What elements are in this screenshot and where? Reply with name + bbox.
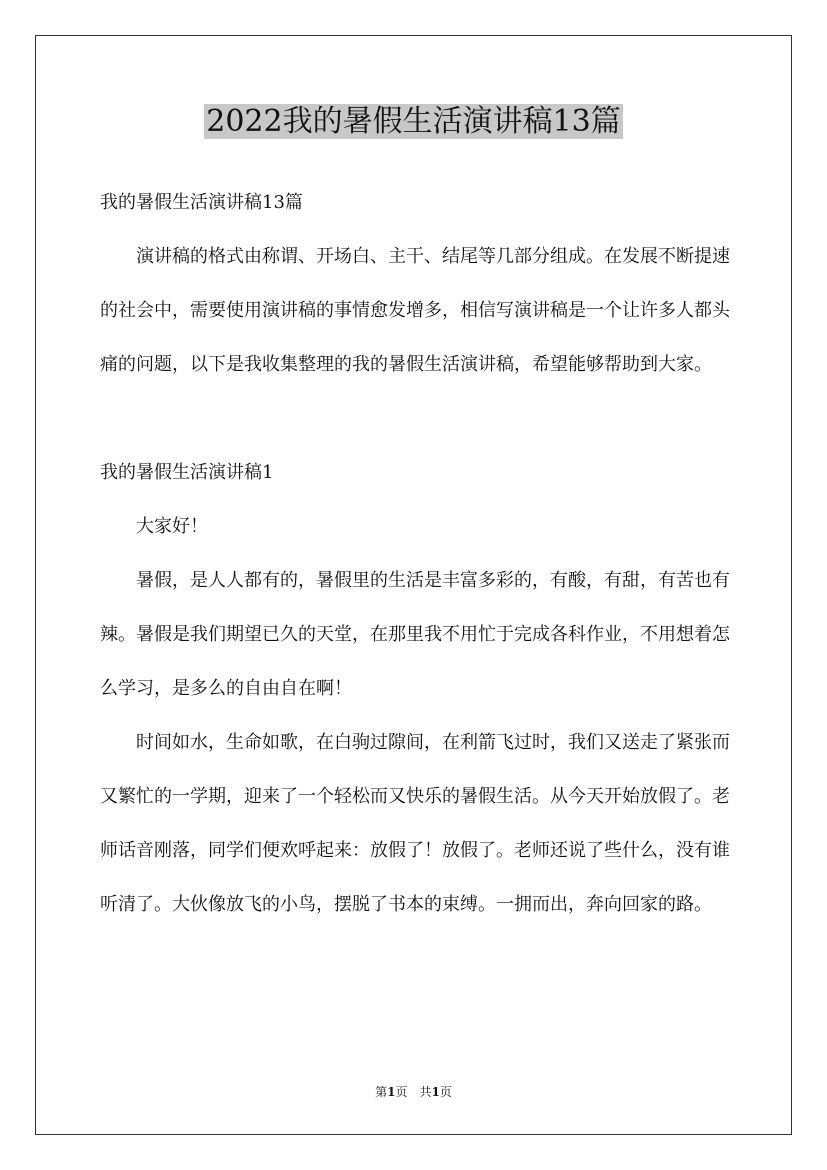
- greeting-paragraph: 大家好！: [136, 516, 208, 537]
- document-body: [100, 176, 730, 932]
- body-paragraph-2: 时间如水，生命如歌，在白驹过隙间，在利箭飞过时，我们又送走了紧张而又繁忙的一学期，迎来了一个轻松而又快乐的暑假生活。从今天开始放假了。老师话音刚落，同学们便欢呼起来：放假了！放假了。老师还说了些什么，没有谁听清了。大伙像放飞的小鸟，摆脱了书本的束缚。一拥而出，奔向回家的路。: [100, 732, 730, 915]
- body-paragraph-1: 暑假，是人人都有的，暑假里的生活是丰富多彩的，有酸，有甜，有苦也有辣。暑假是我们期望已久的天堂，在那里我不用忙于完成各科作业，不用想着怎么学习，是多么的自由自在啊！: [100, 570, 730, 699]
- footer-page-suffix: 页 共: [395, 1085, 432, 1099]
- section-heading: 我的暑假生活演讲稿1: [100, 462, 274, 483]
- section-spacer: [100, 392, 730, 446]
- footer-total-number: 1: [431, 1085, 440, 1099]
- footer-total-suffix: 页: [439, 1085, 452, 1099]
- footer-page-number: 1: [387, 1085, 396, 1099]
- intro-paragraph: 演讲稿的格式由称谓、开场白、主干、结尾等几部分组成。在发展不断提速的社会中，需要使用演讲稿的事情愈发增多，相信写演讲稿是一个让许多人都头痛的问题，以下是我收集整理的我的暑假生活演讲稿，希望能够帮助到大家。: [100, 246, 730, 375]
- document-subtitle: 我的暑假生活演讲稿13篇: [100, 192, 303, 213]
- page-footer: [0, 1082, 827, 1102]
- footer-page-prefix: 第: [375, 1085, 388, 1099]
- document-title-text: 2022我的暑假生活演讲稿13篇: [206, 104, 621, 139]
- document-title: [0, 100, 827, 144]
